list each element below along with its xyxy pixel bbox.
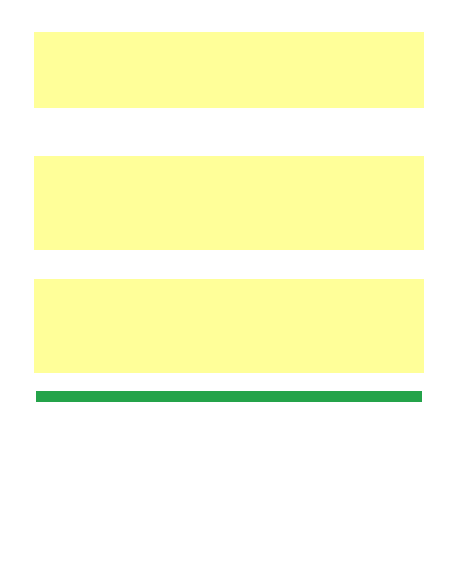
- highlight-top: [34, 32, 424, 108]
- highlight-q15-answers: [34, 279, 424, 373]
- subsection-title: [36, 392, 46, 401]
- subsection-bar: [36, 391, 422, 402]
- highlight-q14-answers: [34, 156, 424, 250]
